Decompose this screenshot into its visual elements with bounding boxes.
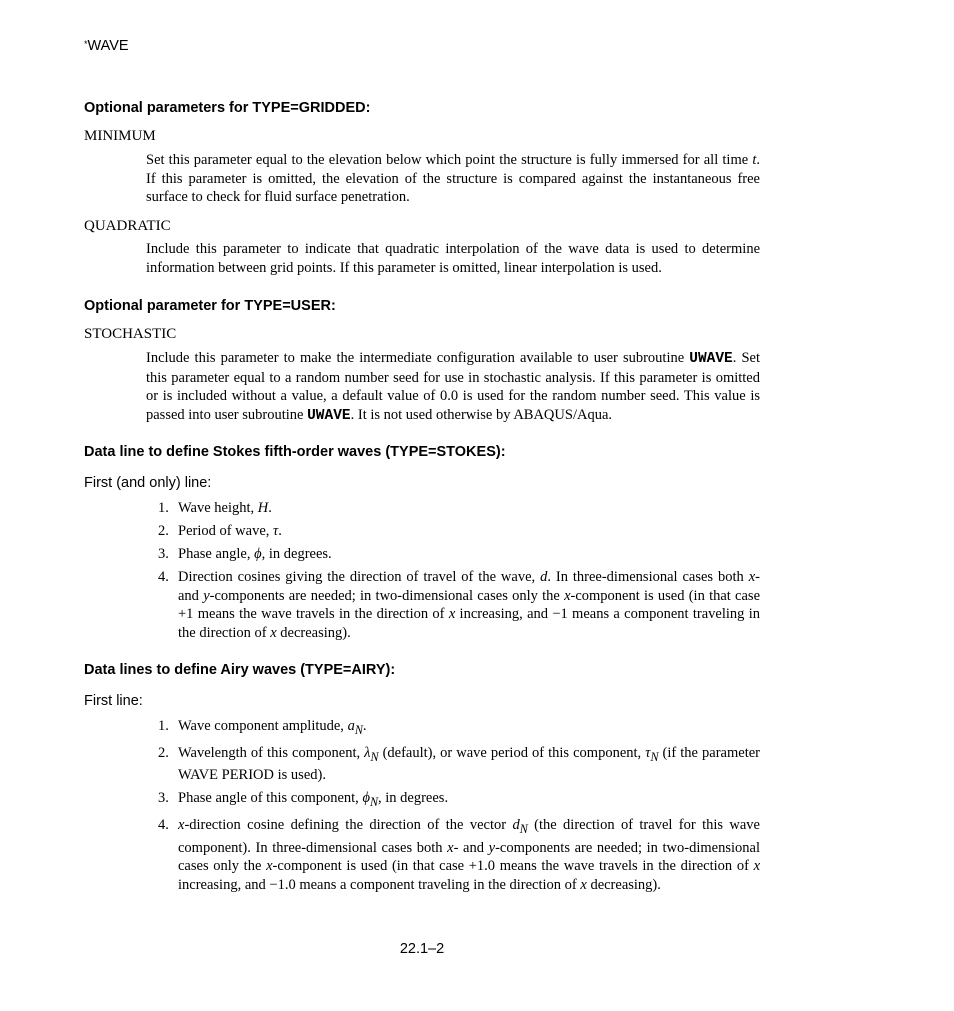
stochastic-description: Include this parameter to make the intermediate configuration available to user subroutine UWAVE. Set this parameter equal to a random number seed for use in stochastic analysis. If this parameter is omitted or is included without a value, a default value of 0.0 is used for the random number seed. This value is passed into user subroutine UWAVE. It is not used otherwise by ABAQUS/Aqua. xyxy=(146,350,760,424)
running-head-title: WAVE xyxy=(87,38,129,54)
list-item: 4. Direction cosines giving the direction of travel of the wave, d. In three-dimensional cases both x- and y-components are needed; in two-dimensional cases only the x-component is used (in that case +1 means the wave travels in the direction of x increasing, and −1 means a component traveling in the direction of x decreasing). xyxy=(158,569,761,641)
list-item: 4. x-direction cosine defining the direction of the vector $d_N$ (the direction of travel for this wave component). In three-dimensional cases both x- and y-components are needed; in two-dimensional cases only the x-component is used (in that case +1.0 means the wave travels in the direction of x increasing, and −1.0 means a component traveling in the direction of x decreasing). xyxy=(158,817,760,893)
stokes-first-line: First (and only) line: xyxy=(84,475,212,491)
running-head xyxy=(84,38,129,54)
airy-list xyxy=(146,717,760,899)
airy-first-line: First line: xyxy=(84,693,143,709)
gridded-heading: Optional parameters for TYPE=GRIDDED: xyxy=(84,100,371,116)
list-item: 3. Phase angle, ϕ, in degrees. xyxy=(158,546,332,562)
minimum-description: Set this parameter equal to the elevation below which point the structure is fully immersed for all time t. If this parameter is omitted, the elevation of the structure is compared against the instantaneous free surface to check for fluid surface penetration. xyxy=(146,152,761,205)
var-t: t xyxy=(752,152,757,168)
param-minimum: MINIMUM xyxy=(84,128,156,144)
list-item: 1. Wave component amplitude, $a_N$. xyxy=(158,718,367,737)
list-item: 2. Period of wave, τ. xyxy=(158,523,282,539)
page-number: 22.1–2 xyxy=(399,941,445,957)
param-quadratic: QUADRATIC xyxy=(84,218,171,234)
stokes-list xyxy=(146,499,760,647)
list-item: 3. Phase angle of this component, $\phi_N$, in degrees. xyxy=(158,790,449,810)
uwave-routine: UWAVE xyxy=(307,407,351,424)
stokes-heading: Data line to define Stokes fifth-order waves (TYPE=STOKES): xyxy=(84,444,506,460)
list-item: 1. Wave height, H. xyxy=(158,500,272,516)
list-item: 2. Wavelength of this component, $\lambda_N$ (default), or wave period of this component, $\tau_N$ (if the parameter WAVE PERIOD is used). xyxy=(158,744,760,784)
user-heading: Optional parameter for TYPE=USER: xyxy=(84,298,336,314)
param-stochastic: STOCHASTIC xyxy=(84,326,177,342)
quadratic-description: Include this parameter to indicate that quadratic interpolation of the wave data is used to determine information between grid points. If this parameter is omitted, linear interpolation is used. xyxy=(146,241,760,276)
airy-heading: Data lines to define Airy waves (TYPE=AIRY): xyxy=(84,662,396,678)
running-head-star: * xyxy=(84,39,88,49)
uwave-routine: UWAVE xyxy=(689,351,733,367)
